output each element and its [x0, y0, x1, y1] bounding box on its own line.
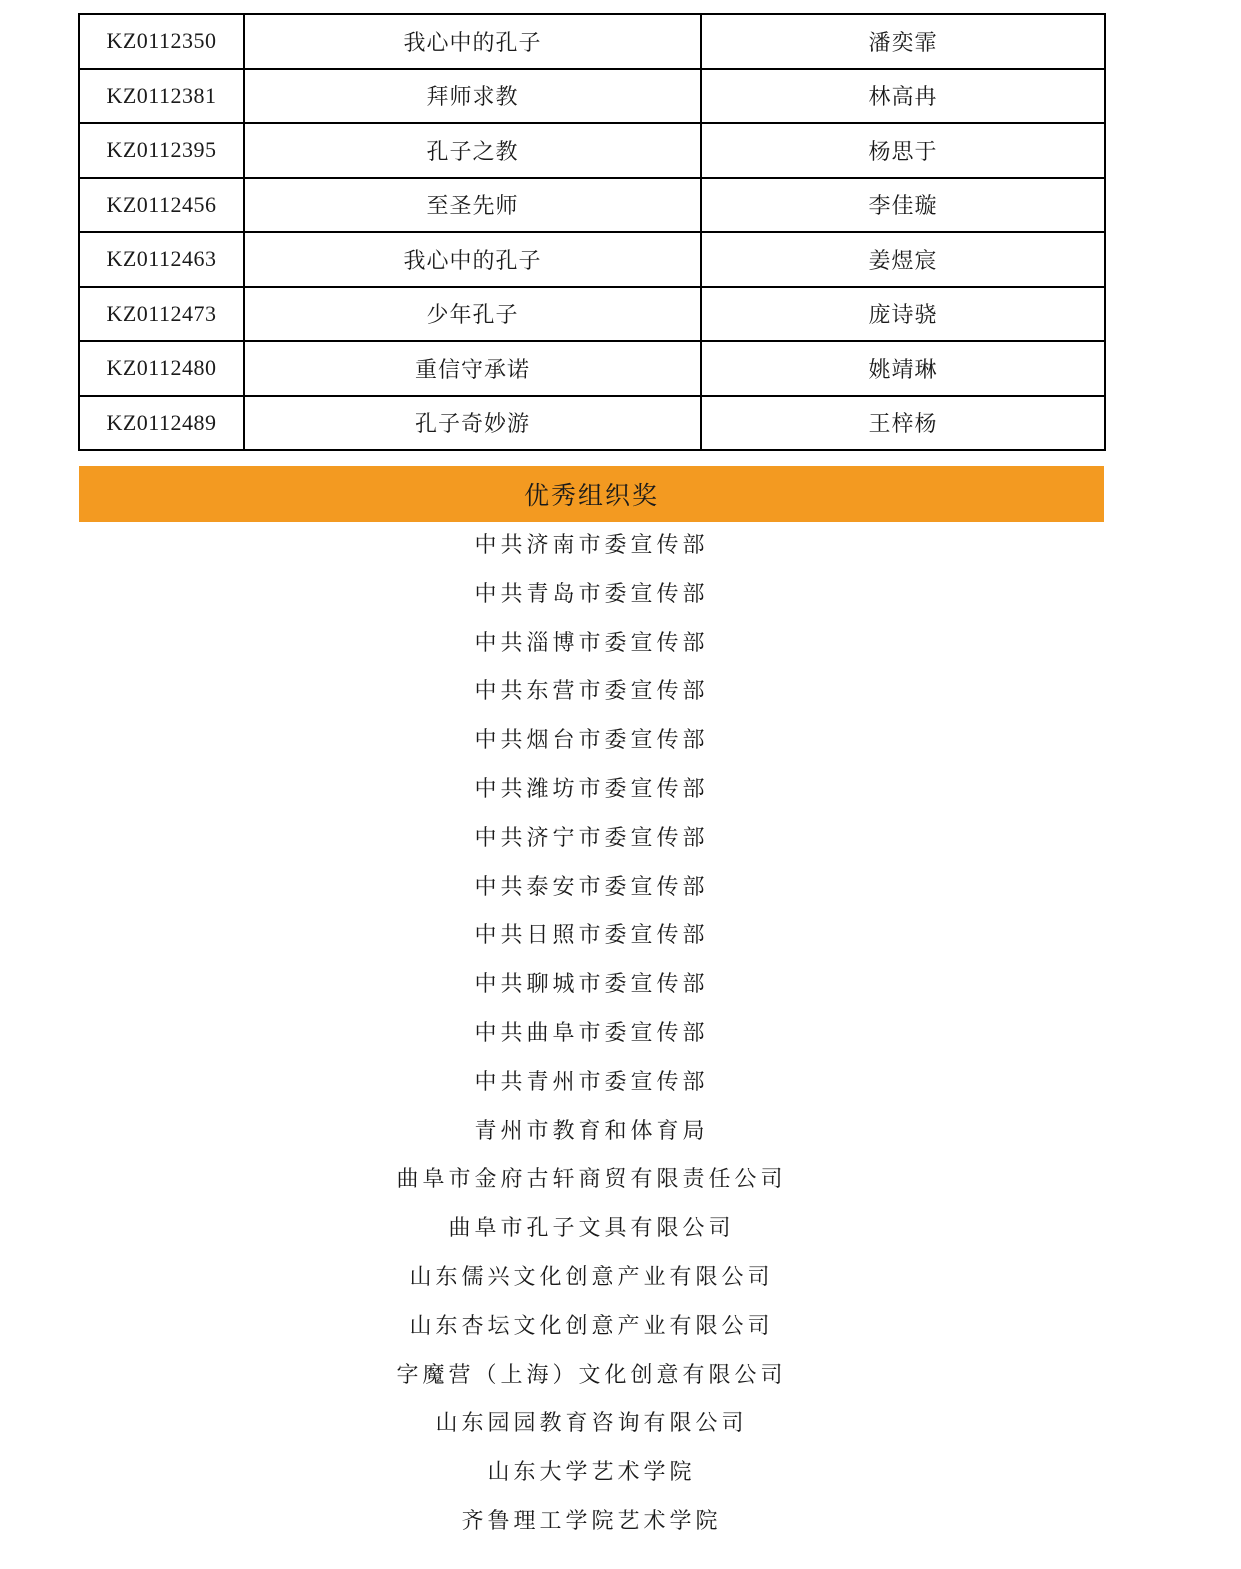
artwork-title-cell: 孔子奇妙游: [244, 396, 701, 451]
list-item: 中共日照市委宣传部: [474, 923, 709, 949]
list-item: 中共淄博市委宣传部: [474, 630, 709, 656]
list-item: 齐鲁理工学院艺术学院: [461, 1508, 722, 1534]
author-name-cell: 姜煜宸: [701, 232, 1105, 287]
entry-code-cell: KZ0112463: [79, 232, 244, 287]
entry-code-cell: KZ0112381: [79, 69, 244, 124]
list-item: 山东大学艺术学院: [487, 1460, 696, 1486]
table-row: [79, 232, 1105, 287]
artwork-title-cell: 重信守承诺: [244, 341, 701, 396]
list-item: 青州市教育和体育局: [474, 1118, 709, 1144]
list-item: 字魔营（上海）文化创意有限公司: [396, 1362, 787, 1388]
list-item: 中共烟台市委宣传部: [474, 728, 709, 754]
entry-code-cell: KZ0112480: [79, 341, 244, 396]
artwork-title-cell: 至圣先师: [244, 178, 701, 233]
list-item: 曲阜市孔子文具有限公司: [448, 1216, 735, 1242]
author-name-cell: 杨思于: [701, 123, 1105, 178]
table-row: [79, 69, 1105, 124]
author-name-cell: 林高冉: [701, 69, 1105, 124]
table-row: [79, 178, 1105, 233]
entry-code-cell: KZ0112473: [79, 287, 244, 342]
list-item: 山东杏坛文化创意产业有限公司: [409, 1313, 774, 1339]
list-item: 山东园园教育咨询有限公司: [435, 1411, 748, 1437]
list-item: 中共青州市委宣传部: [474, 1069, 709, 1095]
list-item: 中共东营市委宣传部: [474, 679, 709, 705]
list-item: 中共聊城市委宣传部: [474, 972, 709, 998]
author-name-cell: 李佳璇: [701, 178, 1105, 233]
entry-code-cell: KZ0112489: [79, 396, 244, 451]
table-row: [79, 14, 1105, 69]
table-row: [79, 396, 1105, 451]
award-winners-table: [78, 13, 1106, 451]
organization-list: [79, 522, 1104, 1547]
list-item: 中共潍坊市委宣传部: [474, 776, 709, 802]
list-item: 山东儒兴文化创意产业有限公司: [409, 1264, 774, 1290]
list-item: 中共泰安市委宣传部: [474, 874, 709, 900]
list-item: 中共青岛市委宣传部: [474, 581, 709, 607]
artwork-title-cell: 孔子之教: [244, 123, 701, 178]
table-row: [79, 123, 1105, 178]
table-row: [79, 287, 1105, 342]
artwork-title-cell: 我心中的孔子: [244, 232, 701, 287]
entry-code-cell: KZ0112395: [79, 123, 244, 178]
section-header-excellent-organization-award: [79, 466, 1104, 522]
artwork-title-cell: 我心中的孔子: [244, 14, 701, 69]
list-item: 中共济南市委宣传部: [474, 533, 709, 558]
section-title: 优秀组织奖: [523, 481, 659, 510]
list-item: 中共济宁市委宣传部: [474, 825, 709, 851]
table-row: [79, 341, 1105, 396]
author-name-cell: 潘奕霏: [701, 14, 1105, 69]
artwork-title-cell: 少年孔子: [244, 287, 701, 342]
list-item: 曲阜市金府古轩商贸有限责任公司: [396, 1167, 787, 1193]
author-name-cell: 姚靖琳: [701, 341, 1105, 396]
entry-code-cell: KZ0112350: [79, 14, 244, 69]
list-item: 中共曲阜市委宣传部: [474, 1020, 709, 1046]
author-name-cell: 王梓杨: [701, 396, 1105, 451]
author-name-cell: 庞诗骁: [701, 287, 1105, 342]
entry-code-cell: KZ0112456: [79, 178, 244, 233]
artwork-title-cell: 拜师求教: [244, 69, 701, 124]
